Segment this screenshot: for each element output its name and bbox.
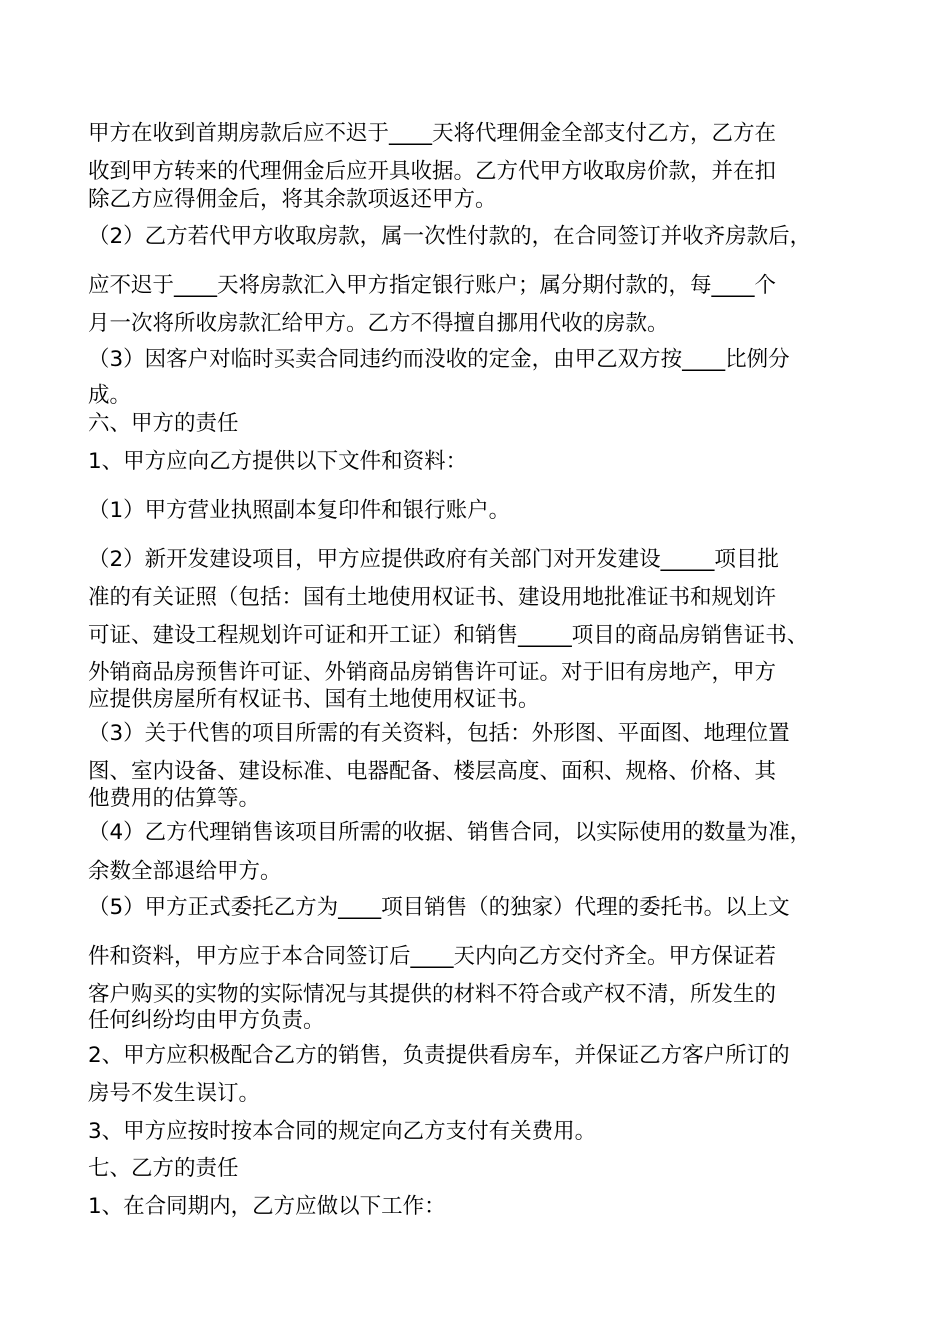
text-line: 甲方在收到首期房款后应不迟于____天将代理佣金全部支付乙方，乙方在 xyxy=(88,121,777,146)
text-line: 成。 xyxy=(88,383,132,408)
text-line: 客户购买的实物的实际情况与其提供的材料不符合或产权不清，所发生的 xyxy=(88,982,777,1007)
text-line: 应不迟于____天将房款汇入甲方指定银行账户；属分期付款的，每____个 xyxy=(88,273,777,298)
text-line: 余数全部退给甲方。 xyxy=(88,859,282,884)
section-heading: 六、甲方的责任 xyxy=(88,411,239,436)
text-line: （3）关于代售的项目所需的有关资料，包括：外形图、平面图、地理位置 xyxy=(88,721,790,746)
text-line: 外销商品房预售许可证、外销商品房销售许可证。对于旧有房地产，甲方 xyxy=(88,660,777,685)
section-heading: 七、乙方的责任 xyxy=(88,1156,239,1181)
text-line: （2）乙方若代甲方收取房款，属一次性付款的，在合同签订并收齐房款后， xyxy=(88,224,812,249)
text-line: 2、甲方应积极配合乙方的销售，负责提供看房车，并保证乙方客户所订的 xyxy=(88,1043,790,1068)
text-line: 1、在合同期内，乙方应做以下工作： xyxy=(88,1194,446,1219)
text-line: 任何纠纷均由甲方负责。 xyxy=(88,1008,325,1033)
text-line: 3、甲方应按时按本合同的规定向乙方支付有关费用。 xyxy=(88,1119,597,1144)
text-line: 1、甲方应向乙方提供以下文件和资料： xyxy=(88,449,468,474)
text-line: 除乙方应得佣金后，将其余款项返还甲方。 xyxy=(88,187,497,212)
text-line: （1）甲方营业执照副本复印件和银行账户。 xyxy=(88,498,511,523)
text-line: 件和资料，甲方应于本合同签订后____天内向乙方交付齐全。甲方保证若 xyxy=(88,944,777,969)
text-line: 准的有关证照（包括：国有土地使用权证书、建设用地批准证书和规划许 xyxy=(88,585,777,610)
text-line: 房号不发生误订。 xyxy=(88,1081,261,1106)
text-line: （4）乙方代理销售该项目所需的收据、销售合同，以实际使用的数量为准， xyxy=(88,820,812,845)
text-line: （5）甲方正式委托乙方为____项目销售（的独家）代理的委托书。以上文 xyxy=(88,895,790,920)
text-line: 图、室内设备、建设标准、电器配备、楼层高度、面积、规格、价格、其 xyxy=(88,759,777,784)
text-line: 他费用的估算等。 xyxy=(88,786,261,811)
text-line: 收到甲方转来的代理佣金后应开具收据。乙方代甲方收取房价款，并在扣 xyxy=(88,159,777,184)
text-line: （2）新开发建设项目，甲方应提供政府有关部门对开发建设_____项目批 xyxy=(88,547,779,572)
text-line: 月一次将所收房款汇给甲方。乙方不得擅自挪用代收的房款。 xyxy=(88,311,669,336)
text-line: 应提供房屋所有权证书、国有土地使用权证书。 xyxy=(88,687,540,712)
text-line: （3）因客户对临时买卖合同违约而没收的定金，由甲乙双方按____比例分 xyxy=(88,347,790,372)
text-line: 可证、建设工程规划许可证和开工证）和销售_____项目的商品房销售证书、 xyxy=(88,623,809,648)
